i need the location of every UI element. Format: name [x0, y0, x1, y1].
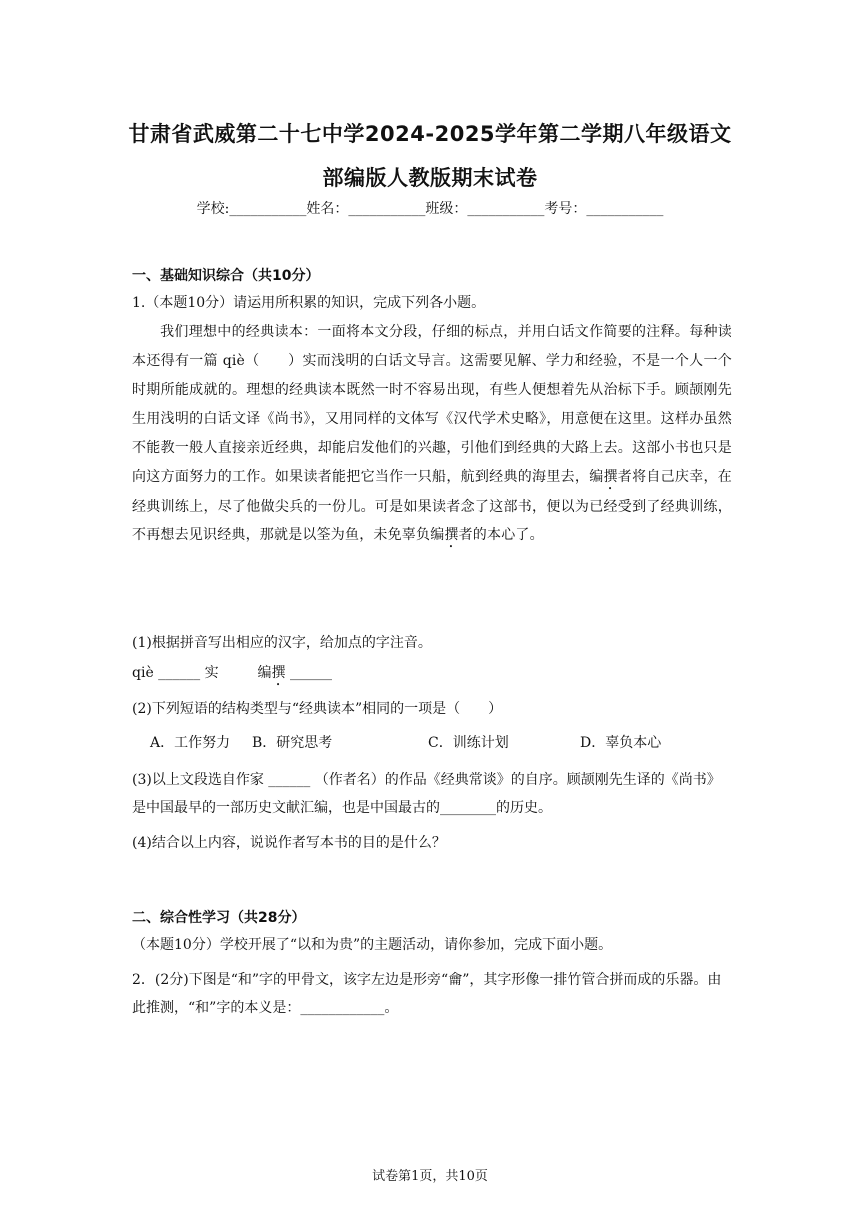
question2-prompt: 2．(2分)下图是“和”字的甲骨文，该字左边是形旁“龠”，其字形像一排竹管合拼而成的乐器。由此推测，“和”字的本义是：____________。 — [132, 972, 722, 1016]
dotted-char-1: 撰 — [603, 468, 618, 485]
passage-part2: 者将自己庆幸，在经典训练上，尽了他做尖兵的一份儿。可是如果读者念了这部书，便以为已经受到了经典训练，不再想去见识经典，那就是以筌为鱼，未免辜负编 — [132, 468, 732, 544]
blank-zhuan: 编撰 ______ — [257, 665, 332, 681]
option-c: C．训练计划 — [428, 735, 509, 751]
page-footer: 试卷第1页，共10页 — [372, 1169, 488, 1184]
dotted-char-2: 撰 — [444, 527, 459, 544]
sub-question-1-blanks — [132, 662, 732, 689]
question1-prompt: 1.（本题10分）请运用所积累的知识，完成下列各小题。 — [132, 295, 486, 311]
sub-question-4: (4)结合以上内容，说说作者写本书的目的是什么？ — [132, 835, 446, 851]
option-d: D．辜负本心 — [580, 735, 662, 751]
exam-title-line2: 部编版人教版期末试卷 — [322, 166, 538, 190]
sub-question-1: (1)根据拼音写出相应的汉字，给加点的字注音。 — [132, 635, 432, 651]
reading-passage — [132, 318, 732, 551]
passage-part3: 者的本心了。 — [458, 527, 544, 544]
blank-qie: qiè ______ 实 — [132, 665, 219, 681]
option-b: B．研究思考 — [252, 735, 333, 751]
passage-part1: 我们理想中的经典读本：一面将本文分段，仔细的标点，并用白话文作简要的注释。每种读本还得有一篇 qiè（ ）实而浅明的白话文导言。这需要见解、学力和经验，不是一个人一个时期所能成就的。理想的经典读本既然一时不容易出现，有些人便想着先从治标下手。顾颉刚先生用浅明的白话文译《尚书》，又用同样的文体写《汉代学术史略》，用意便在这里。这样办虽然不能教一般人直接亲近经典，却能启发他们的兴趣，引他们到经典的大路上去。这部小书也只是向这方面努力的工作。如果读者能把它当作一只船，航到经典的海里去，编 — [132, 324, 732, 485]
student-info-fields: 学校:___________姓名：___________班级：___________考号：___________ — [196, 201, 664, 217]
section2-intro: （本题10分）学校开展了“以和为贵”的主题活动，请你参加，完成下面小题。 — [132, 937, 613, 953]
exam-title-line1: 甘肃省武威第二十七中学2024-2025学年第二学期八年级语文 — [128, 122, 732, 146]
section2-heading: 二、综合性学习（共28分） — [132, 910, 306, 926]
section1-heading: 一、基础知识综合（共10分） — [132, 268, 320, 284]
sub-question-3: (3)以上文段选自作家 ______ （作者名）的作品《经典常谈》的自序。顾颉刚先生译的《尚书》是中国最早的一部历史文献汇编，也是中国最古的________的历史。 — [132, 772, 721, 816]
option-a: A．工作努力 — [150, 735, 231, 751]
sub-question-2: (2)下列短语的结构类型与“经典读本”相同的一项是（ ） — [132, 701, 503, 717]
